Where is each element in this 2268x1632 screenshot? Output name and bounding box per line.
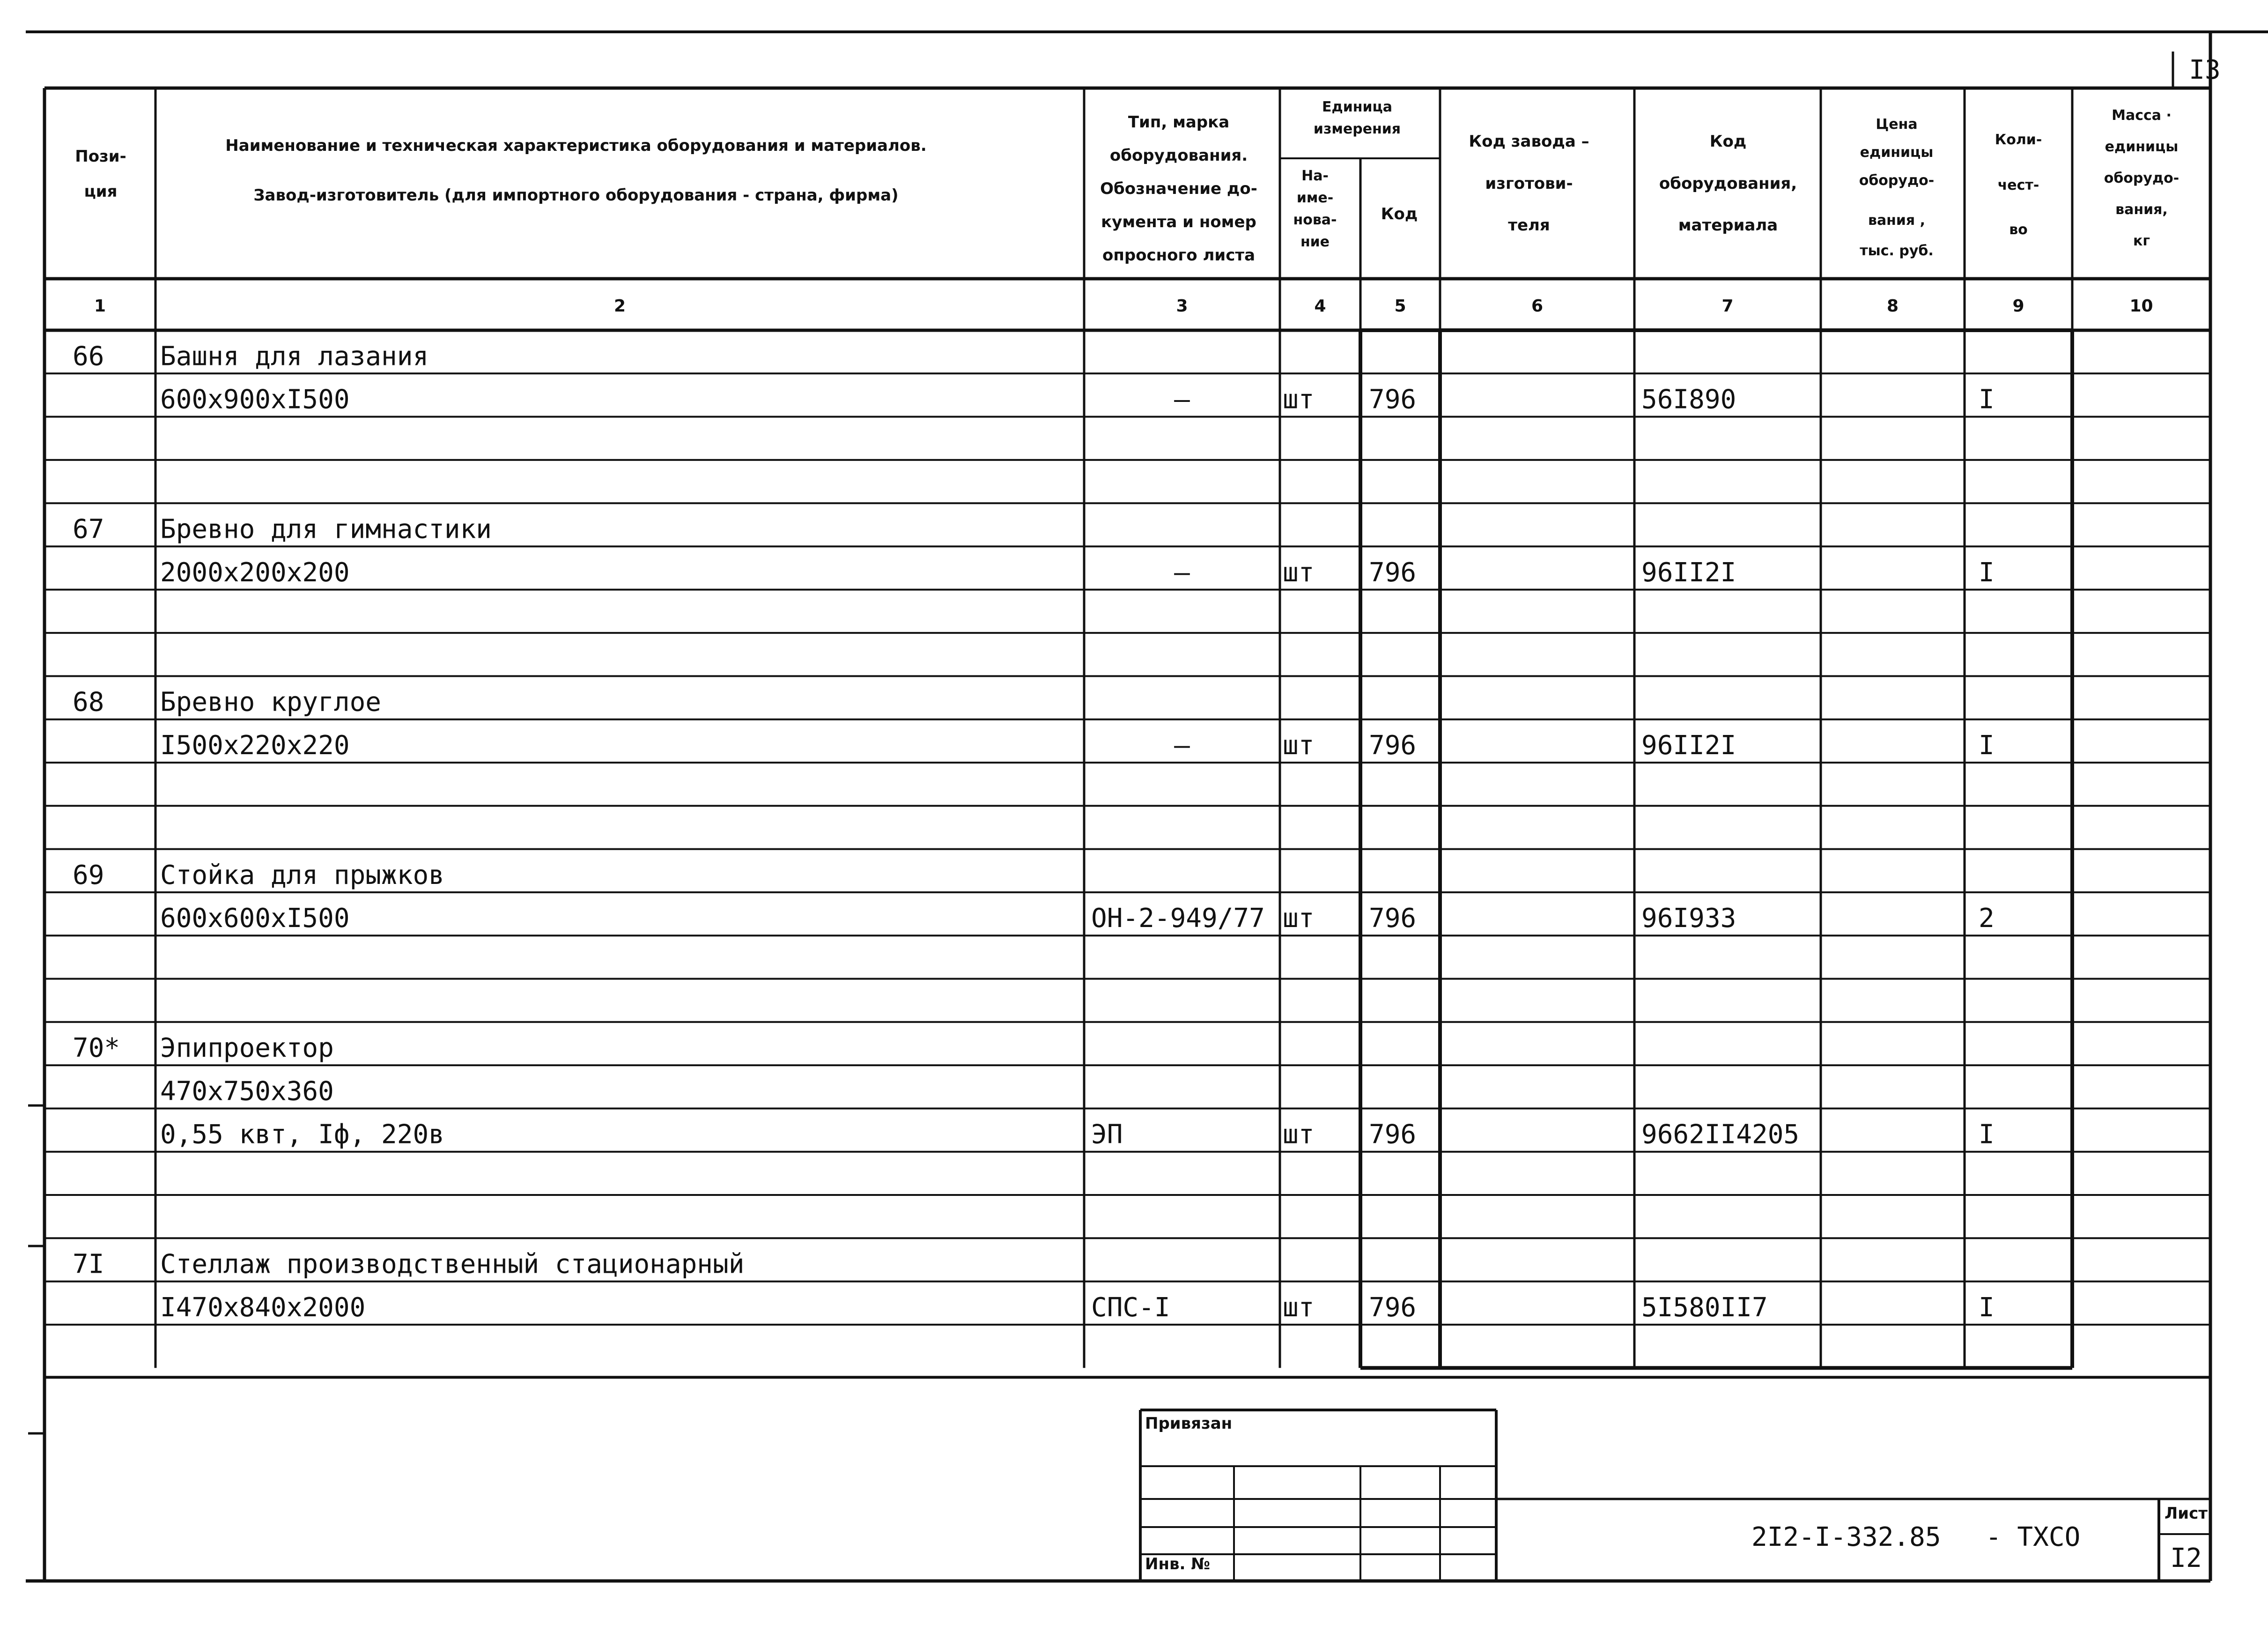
column-number: 1 <box>94 297 106 316</box>
specification-table-body <box>44 341 2210 1325</box>
row-quantity: 2 <box>1979 903 1995 934</box>
column-number: 9 <box>2012 297 2024 316</box>
row-unit-name: шт <box>1283 730 1315 761</box>
row-unit-code: 796 <box>1369 384 1417 415</box>
header-type-line: оборудования. <box>1109 146 1248 165</box>
row-unit-code: 796 <box>1369 1119 1417 1150</box>
row-quantity: I <box>1979 1119 1995 1150</box>
header-mass-line: оборудо- <box>2104 170 2179 186</box>
header-mass-line: Масса · <box>2112 107 2172 124</box>
header-position-line1: Пози- <box>75 147 126 166</box>
table-row <box>73 514 492 545</box>
table-header <box>75 99 2179 265</box>
column-number: 7 <box>1721 297 1734 316</box>
table-row <box>160 730 1995 761</box>
row-unit-code: 796 <box>1369 730 1417 761</box>
table-row <box>73 341 428 371</box>
stamp-privyazan: Привязан <box>1145 1414 1233 1433</box>
row-unit-name: шт <box>1283 1292 1315 1323</box>
header-quantity-line: чест- <box>1997 177 2039 193</box>
row-name: 470x750x360 <box>160 1076 334 1107</box>
row-position: 68 <box>73 687 104 718</box>
sheet-number: I2 <box>2170 1543 2202 1573</box>
row-unit-name: шт <box>1283 903 1315 934</box>
row-position: 67 <box>73 514 104 545</box>
header-position-line2: ция <box>84 182 118 201</box>
document-suffix: - ТХСО <box>1986 1522 2081 1552</box>
row-equipment-code: 96II2I <box>1641 557 1736 588</box>
header-mass-line: единицы <box>2105 139 2179 155</box>
row-unit-code: 796 <box>1369 903 1417 934</box>
header-mass <box>2104 107 2179 249</box>
header-unit-name-line: нова- <box>1293 212 1337 228</box>
header-unit-name-line: ние <box>1300 234 1330 250</box>
header-unit-line: Единица <box>1322 99 1392 115</box>
row-type: ОН-2-949/77 <box>1091 903 1265 934</box>
header-price-line: единицы <box>1860 144 1934 161</box>
header-type-line: опросного листа <box>1102 246 1256 265</box>
header-factory-code-line: Код завода – <box>1469 132 1589 151</box>
column-number: 10 <box>2129 297 2153 316</box>
row-type: СПС-I <box>1091 1292 1170 1323</box>
header-type-line: кумента и номер <box>1101 213 1256 231</box>
header-unit-code: Код <box>1381 205 1418 223</box>
column-number: 3 <box>1176 297 1188 316</box>
row-equipment-code: 9662II4205 <box>1641 1119 1800 1150</box>
row-name: 600x900xI500 <box>160 384 350 415</box>
row-name: Стеллаж производственный стационарный <box>160 1249 745 1280</box>
table-row <box>160 557 1995 588</box>
header-price-line: оборудо- <box>1859 172 1935 189</box>
header-quantity <box>1995 132 2042 238</box>
header-factory-code-line: изготови- <box>1485 174 1573 193</box>
row-unit-code: 796 <box>1369 1292 1417 1323</box>
header-factory-code <box>1469 132 1589 235</box>
row-unit-code: 796 <box>1369 557 1417 588</box>
title-block <box>1140 55 2221 1581</box>
row-unit-name: шт <box>1283 384 1315 415</box>
row-name: Эпипроектор <box>160 1033 334 1064</box>
sheet-label: Лист <box>2165 1504 2208 1523</box>
header-unit-group <box>1314 99 1401 137</box>
header-unit-name-line: име- <box>1296 190 1334 206</box>
row-unit-name: шт <box>1283 1119 1315 1150</box>
header-price-line: тыс. руб. <box>1860 243 1934 259</box>
stamp-inv-no: Инв. № <box>1145 1555 1211 1573</box>
table-row <box>160 385 1995 415</box>
header-unit-line: измерения <box>1313 121 1401 137</box>
table-row <box>160 903 1995 934</box>
row-type: – <box>1174 730 1190 761</box>
column-number: 6 <box>1531 297 1544 316</box>
table-row <box>73 1033 334 1063</box>
row-name: 600x600xI500 <box>160 903 350 934</box>
row-quantity: I <box>1979 1292 1995 1323</box>
header-equipment-code-line: материала <box>1678 216 1778 235</box>
table-row <box>160 1076 334 1106</box>
row-name: I470x840x2000 <box>160 1292 366 1323</box>
header-quantity-line: во <box>2009 222 2028 238</box>
header-name-line1: Наименование и техническая характеристика оборудования и материалов. <box>225 136 927 155</box>
column-number: 4 <box>1314 297 1326 316</box>
row-equipment-code: 56I890 <box>1641 384 1736 415</box>
header-name-line2: Завод-изготовитель (для импортного оборудования - страна, фирма) <box>253 186 899 205</box>
header-type-line: Тип, марка <box>1128 113 1230 132</box>
row-type: – <box>1174 384 1190 415</box>
row-quantity: I <box>1979 384 1995 415</box>
header-type-line: Обозначение до- <box>1100 179 1257 198</box>
header-price-line: Цена <box>1876 116 1918 133</box>
table-row <box>73 1249 744 1280</box>
table-row <box>160 1292 1995 1323</box>
header-price <box>1859 116 1935 259</box>
header-position <box>75 147 126 201</box>
document-number: 2I2-I-332.85 <box>1751 1522 1941 1552</box>
header-unit-name-line: На- <box>1301 168 1329 184</box>
header-mass-line: вания, <box>2115 201 2168 218</box>
header-equipment-code <box>1659 132 1797 235</box>
row-unit-name: шт <box>1283 557 1315 588</box>
row-type: – <box>1174 557 1190 588</box>
row-name: Бревно для гимнастики <box>160 514 492 545</box>
column-numbers-row <box>94 297 2153 316</box>
row-position: 70* <box>73 1033 120 1064</box>
top-sheet-number: I3 <box>2189 55 2221 85</box>
header-equipment-code-line: Код <box>1709 132 1747 151</box>
header-type <box>1100 113 1257 265</box>
header-price-line: вания , <box>1868 212 1926 229</box>
header-unit-name <box>1293 168 1337 250</box>
column-number: 5 <box>1394 297 1406 316</box>
row-position: 66 <box>73 341 104 372</box>
row-equipment-code: 5I580II7 <box>1641 1292 1768 1323</box>
table-row <box>73 687 381 718</box>
column-number: 8 <box>1886 297 1899 316</box>
row-position: 7I <box>73 1249 104 1280</box>
column-number: 2 <box>613 297 626 316</box>
header-factory-code-line: теля <box>1508 216 1550 235</box>
table-row <box>160 1120 1995 1150</box>
row-position: 69 <box>73 860 104 890</box>
header-quantity-line: Коли- <box>1995 132 2042 148</box>
table-row <box>73 860 444 890</box>
row-equipment-code: 96I933 <box>1641 903 1736 934</box>
row-name: I500x220x220 <box>160 730 350 761</box>
row-quantity: I <box>1979 557 1995 588</box>
row-equipment-code: 96II2I <box>1641 730 1736 761</box>
row-name: Башня для лазания <box>160 341 429 372</box>
header-equipment-code-line: оборудования, <box>1659 174 1797 193</box>
row-name: Стойка для прыжков <box>160 860 444 890</box>
row-name: 2000x200x200 <box>160 557 350 588</box>
header-mass-line: кг <box>2133 233 2150 249</box>
row-name: 0,55 квт, Iф, 220в <box>160 1119 444 1150</box>
row-quantity: I <box>1979 730 1995 761</box>
row-name: Бревно круглое <box>160 687 382 718</box>
row-type: ЭП <box>1091 1119 1123 1150</box>
